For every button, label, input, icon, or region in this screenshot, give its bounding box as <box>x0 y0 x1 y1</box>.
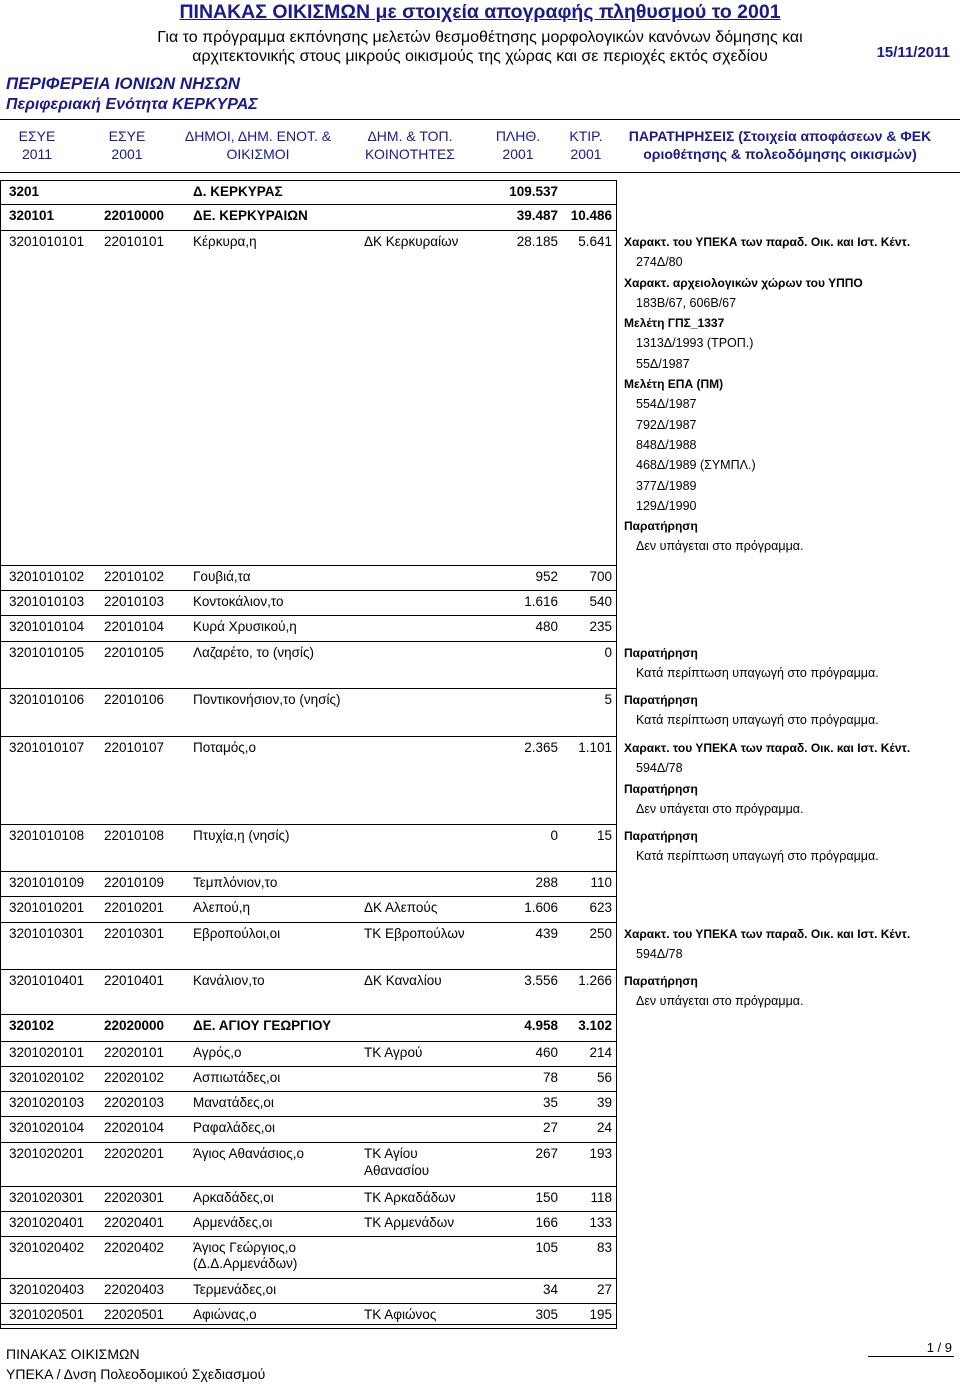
cell-community: ΔΚ Αλεπούς <box>364 900 438 915</box>
row-separator <box>0 1211 617 1212</box>
region-name: ΠΕΡΙΦΕΡΕΙΑ ΙΟΝΙΩΝ ΝΗΣΩΝ <box>6 74 241 93</box>
cell-settlement-name: Ποταμός,ο <box>193 740 257 755</box>
cell-esye-2011: 3201020301 <box>9 1190 85 1205</box>
note-item: Κατά περίπτωση υπαγωγή στο πρόγραμμα. <box>636 849 879 864</box>
cell-esye-2001: 22020101 <box>104 1045 165 1060</box>
cell-buildings: 83 <box>596 1240 612 1255</box>
row-separator <box>0 1014 617 1015</box>
cell-esye-2001: 22010107 <box>104 740 165 755</box>
cell-esye-2011: 3201020501 <box>9 1307 85 1322</box>
cell-esye-2011: 3201010102 <box>9 569 85 584</box>
row-separator <box>0 230 617 231</box>
cell-buildings: 118 <box>590 1190 612 1205</box>
cell-esye-2001: 22020403 <box>104 1282 165 1297</box>
cell-esye-2011: 3201020104 <box>9 1120 85 1135</box>
row-separator <box>0 922 617 923</box>
cell-population: 1.616 <box>524 594 558 609</box>
cell-population: 439 <box>535 926 558 941</box>
page-title: ΠΙΝΑΚΑΣ ΟΙΚΙΣΜΩΝ με στοιχεία απογραφής πληθυσμού το 2001 <box>179 1 781 23</box>
cell-settlement-name: Γουβιά,τα <box>193 569 251 584</box>
subtitle-line-2: αρχιτεκτονικής στους μικρούς οικισμούς της χώρας και σε περιοχές εκτός σχεδίου <box>192 48 768 65</box>
row-separator <box>0 590 617 591</box>
cell-buildings: 193 <box>589 1146 612 1161</box>
cell-esye-2001: 22020401 <box>104 1215 165 1230</box>
cell-settlement-name: Τεμπλόνιον,το <box>193 875 278 890</box>
cell-settlement-name: Αλεπού,η <box>193 900 251 915</box>
col-buildings: ΚΤΙΡ. 2001 <box>569 128 603 162</box>
cell-esye-2001: 22010106 <box>104 692 165 707</box>
cell-notes <box>624 690 879 731</box>
row-separator <box>0 1278 617 1279</box>
note-item: 377Δ/1989 <box>636 478 697 493</box>
cell-buildings: 623 <box>589 900 612 915</box>
cell-buildings: 195 <box>589 1307 612 1322</box>
cell-settlement-name: Κανάλιον,το <box>193 973 265 988</box>
cell-population: 35 <box>542 1095 558 1110</box>
row-separator <box>0 1236 617 1237</box>
cell-population: 952 <box>535 569 558 584</box>
cell-community: ΤΚ Αρμενάδων <box>364 1215 455 1230</box>
cell-population: 34 <box>542 1282 558 1297</box>
cell-population: 150 <box>535 1190 558 1205</box>
cell-esye-2011: 3201020102 <box>9 1070 85 1085</box>
cell-buildings: 1.101 <box>578 740 612 755</box>
cell-settlement-name: Αρμενάδες,οι <box>193 1215 273 1230</box>
cell-esye-2011: 320101 <box>9 208 55 223</box>
cell-buildings: 1.266 <box>578 973 612 988</box>
cell-esye-2001: 22020102 <box>104 1070 165 1085</box>
row-separator <box>0 1186 617 1187</box>
cell-population: 3.556 <box>524 973 558 988</box>
row-separator <box>0 1066 617 1067</box>
document-date: 15/11/2011 <box>876 44 950 61</box>
cell-esye-2011: 3201010107 <box>9 740 85 755</box>
header-bottom-rule <box>0 172 960 173</box>
cell-esye-2011: 3201010201 <box>9 900 85 915</box>
cell-buildings: 133 <box>589 1215 612 1230</box>
row-separator <box>0 1091 617 1092</box>
note-heading: Παρατήρηση <box>624 974 698 988</box>
cell-esye-2001: 22010000 <box>104 208 165 223</box>
cell-buildings: 214 <box>589 1045 612 1060</box>
row-separator <box>0 565 617 566</box>
note-heading: Χαρακτ. του ΥΠΕΚΑ των παραδ. Οικ. και Ιστ. Κέντ. <box>624 235 911 249</box>
table-top-border <box>0 180 617 181</box>
cell-esye-2001: 22010105 <box>104 645 165 660</box>
row-separator <box>0 1324 617 1325</box>
cell-notes <box>624 643 879 684</box>
note-heading: Χαρακτ. αρχειολογικών χώρων του ΥΠΠΟ <box>624 275 863 290</box>
row-separator <box>0 871 617 872</box>
row-separator <box>0 1116 617 1117</box>
cell-esye-2001: 22010401 <box>104 973 165 988</box>
cell-settlement-name: Άγιος Γεώργιος,ο <box>193 1240 296 1255</box>
cell-community: ΤΚ Εβροπούλων <box>364 926 465 941</box>
cell-buildings: 235 <box>589 619 612 634</box>
cell-buildings: 5 <box>604 692 612 707</box>
cell-esye-2011: 3201020401 <box>9 1215 85 1230</box>
cell-buildings: 27 <box>596 1282 612 1297</box>
footer-table-name: ΠΙΝΑΚΑΣ ΟΙΚΙΣΜΩΝ <box>6 1346 140 1362</box>
cell-esye-2011: 3201010108 <box>9 828 85 843</box>
cell-notes <box>624 924 910 965</box>
footer-page-rule <box>868 1356 954 1357</box>
cell-settlement-name: ΔΕ. ΚΕΡΚΥΡΑΙΩΝ <box>193 208 308 223</box>
note-heading: Παρατήρηση <box>624 829 698 843</box>
cell-buildings: 250 <box>589 926 612 941</box>
cell-settlement-name: Κοντοκάλιον,το <box>193 594 284 609</box>
cell-buildings: 110 <box>590 875 612 890</box>
cell-population: 267 <box>535 1146 558 1161</box>
cell-community-extra: Αθανασίου <box>364 1163 430 1178</box>
cell-buildings: 56 <box>596 1070 612 1085</box>
cell-community: ΤΚ Αρκαδάδων <box>364 1190 456 1205</box>
cell-settlement-name: Αφιώνας,ο <box>193 1307 257 1322</box>
cell-population: 460 <box>535 1045 558 1060</box>
cell-settlement-name: Κέρκυρα,η <box>193 234 257 249</box>
cell-population: 105 <box>535 1240 558 1255</box>
cell-population: 0 <box>550 828 558 843</box>
cell-population: 4.958 <box>524 1018 558 1033</box>
note-item: 183Β/67, 606Β/67 <box>636 295 737 310</box>
cell-population: 166 <box>535 1215 558 1230</box>
cell-community: ΔΚ Καναλίου <box>364 973 442 988</box>
row-separator <box>0 1041 617 1042</box>
cell-esye-2011: 320102 <box>9 1018 55 1033</box>
cell-settlement-name: Εβροπούλοι,οι <box>193 926 281 941</box>
cell-population: 27 <box>542 1120 558 1135</box>
row-separator <box>0 1142 617 1143</box>
cell-esye-2011: 3201010103 <box>9 594 85 609</box>
row-separator <box>0 615 617 616</box>
cell-settlement-name: Αγρός,ο <box>193 1045 242 1060</box>
row-separator <box>0 969 617 970</box>
cell-esye-2001: 22020104 <box>104 1120 165 1135</box>
cell-buildings: 3.102 <box>578 1018 612 1033</box>
cell-esye-2011: 3201010109 <box>9 875 85 890</box>
col-population: ΠΛΗΘ. 2001 <box>495 128 541 162</box>
col-communities: ΔΗΜ. & ΤΟΠ. ΚΟΙΝΟΤΗΤΕΣ <box>365 128 455 162</box>
note-heading: Παρατήρηση <box>624 519 698 534</box>
cell-buildings: 39 <box>596 1095 612 1110</box>
col-notes: ΠΑΡΑΤΗΡΗΣΕΙΣ (Στοιχεία αποφάσεων & ΦΕΚ οριοθέτησης & πολεοδόμησης οικισμών) <box>628 128 932 162</box>
cell-population: 28.185 <box>516 234 558 249</box>
cell-community: ΤΚ Αγίου <box>364 1146 418 1161</box>
note-item: 594Δ/78 <box>636 947 683 962</box>
cell-esye-2011: 3201010401 <box>9 973 85 988</box>
note-heading: Χαρακτ. του ΥΠΕΚΑ των παραδ. Οικ. και Ιστ. Κέντ. <box>624 741 911 755</box>
row-separator <box>0 1303 617 1304</box>
cell-esye-2001: 22020301 <box>104 1190 165 1205</box>
cell-esye-2011: 3201010301 <box>9 926 85 941</box>
cell-settlement-name: Ποντικονήσιον,το (νησίς) <box>193 692 341 707</box>
cell-settlement-name: Πτυχία,η (νησίς) <box>193 828 290 843</box>
note-heading: Παρατήρηση <box>624 646 698 660</box>
cell-buildings: 5.641 <box>578 234 612 249</box>
cell-esye-2001: 22020402 <box>104 1240 165 1255</box>
cell-population: 109.537 <box>509 184 558 199</box>
table-column-divider <box>616 180 617 1328</box>
header-top-rule <box>0 119 960 120</box>
row-separator <box>0 204 617 205</box>
cell-population: 78 <box>542 1070 558 1085</box>
note-item: 129Δ/1990 <box>636 498 697 513</box>
cell-esye-2011: 3201010105 <box>9 645 85 660</box>
cell-esye-2011: 3201020101 <box>9 1045 85 1060</box>
cell-esye-2001: 22020501 <box>104 1307 165 1322</box>
cell-esye-2001: 22020201 <box>104 1146 165 1161</box>
row-separator <box>0 688 617 689</box>
cell-population: 480 <box>535 619 558 634</box>
cell-buildings: 10.486 <box>570 208 612 223</box>
regional-unit-name: Περιφεριακή Ενότητα ΚΕΡΚΥΡΑΣ <box>6 96 258 113</box>
cell-population: 305 <box>535 1307 558 1322</box>
cell-settlement-name: Ασπιωτάδες,οι <box>193 1070 281 1085</box>
row-separator <box>0 736 617 737</box>
cell-settlement-name: Άγιος Αθανάσιος,ο <box>193 1146 305 1161</box>
cell-esye-2011: 3201020201 <box>9 1146 85 1161</box>
col-esye-2011: ΕΣΥΕ 2011 <box>18 128 56 162</box>
cell-esye-2011: 3201010104 <box>9 619 85 634</box>
cell-population: 39.487 <box>516 208 558 223</box>
note-item: 594Δ/78 <box>636 761 683 776</box>
note-item: 848Δ/1988 <box>636 437 697 452</box>
page-number: 1 / 9 <box>926 1340 952 1355</box>
cell-esye-2011: 3201020402 <box>9 1240 85 1255</box>
note-item: 1313Δ/1993 (ΤΡΟΠ.) <box>636 336 754 351</box>
cell-settlement-name: Ραφαλάδες,οι <box>193 1120 276 1135</box>
cell-esye-2001: 22020000 <box>104 1018 165 1033</box>
cell-esye-2001: 22010201 <box>104 900 165 915</box>
note-heading: Παρατήρηση <box>624 781 698 796</box>
cell-esye-2001: 22010301 <box>104 926 165 941</box>
row-separator <box>0 824 617 825</box>
cell-population: 1.606 <box>524 900 558 915</box>
table-left-border <box>0 180 1 1328</box>
cell-esye-2001: 22010108 <box>104 828 165 843</box>
cell-notes <box>624 971 804 1012</box>
cell-settlement-name-extra: (Δ.Δ.Αρμενάδων) <box>193 1256 298 1271</box>
cell-community: ΤΚ Αγρού <box>364 1045 423 1060</box>
note-heading: Παρατήρηση <box>624 693 698 707</box>
note-item: 468Δ/1989 (ΣΥΜΠΛ.) <box>636 458 756 473</box>
cell-esye-2001: 22020103 <box>104 1095 165 1110</box>
note-heading: Μελέτη ΕΠΑ (ΠΜ) <box>624 377 724 392</box>
cell-buildings: 0 <box>604 645 612 660</box>
col-municipalities: ΔΗΜΟΙ, ΔΗΜ. ΕΝΟΤ. & ΟΙΚΙΣΜΟΙ <box>184 128 332 162</box>
cell-community: ΔΚ Κερκυραίων <box>364 234 459 249</box>
note-item: Δεν υπάγεται στο πρόγραμμα. <box>636 801 804 816</box>
row-separator <box>0 641 617 642</box>
cell-settlement-name: Λαζαρέτο, το (νησίς) <box>193 645 315 660</box>
cell-notes <box>624 826 879 867</box>
note-item: Δεν υπάγεται στο πρόγραμμα. <box>636 539 804 554</box>
cell-settlement-name: Τερμενάδες,οι <box>193 1282 277 1297</box>
cell-buildings: 700 <box>589 569 612 584</box>
note-item: 554Δ/1987 <box>636 397 697 412</box>
note-item: 274Δ/80 <box>636 255 683 270</box>
note-item: 792Δ/1987 <box>636 417 697 432</box>
cell-settlement-name: Δ. ΚΕΡΚΥΡΑΣ <box>193 184 283 199</box>
cell-esye-2001: 22010104 <box>104 619 165 634</box>
cell-notes <box>624 738 910 819</box>
cell-population: 2.365 <box>524 740 558 755</box>
cell-notes <box>624 232 910 557</box>
cell-esye-2011: 3201010106 <box>9 692 85 707</box>
cell-buildings: 540 <box>589 594 612 609</box>
cell-settlement-name: Κυρά Χρυσικού,η <box>193 619 297 634</box>
cell-settlement-name: ΔΕ. ΑΓΙΟΥ ΓΕΩΡΓΙΟΥ <box>193 1018 332 1033</box>
col-esye-2001: ΕΣΥΕ 2001 <box>108 128 146 162</box>
cell-esye-2001: 22010109 <box>104 875 165 890</box>
cell-esye-2001: 22010103 <box>104 594 165 609</box>
note-item: Κατά περίπτωση υπαγωγή στο πρόγραμμα. <box>636 666 879 681</box>
note-item: Κατά περίπτωση υπαγωγή στο πρόγραμμα. <box>636 713 879 728</box>
footer-department: ΥΠΕΚΑ / Δνση Πολεοδομικού Σχεδιασμού <box>6 1366 266 1382</box>
cell-esye-2011: 3201020103 <box>9 1095 85 1110</box>
note-heading: Χαρακτ. του ΥΠΕΚΑ των παραδ. Οικ. και Ιστ. Κέντ. <box>624 927 911 941</box>
subtitle-line-1: Για το πρόγραμμα εκπόνησης μελετών θεσμοθέτησης μορφολογικών κανόνων δόμησης και <box>157 29 803 46</box>
cell-esye-2001: 22010101 <box>104 234 165 249</box>
cell-esye-2011: 3201 <box>9 184 40 199</box>
cell-settlement-name: Μανατάδες,οι <box>193 1095 274 1110</box>
cell-community: ΤΚ Αφιώνος <box>364 1307 437 1322</box>
note-heading: Μελέτη ΓΠΣ_1337 <box>624 316 725 331</box>
row-separator <box>0 896 617 897</box>
note-item: Δεν υπάγεται στο πρόγραμμα. <box>636 994 804 1009</box>
cell-buildings: 15 <box>596 828 612 843</box>
table-bottom-border <box>0 1328 617 1329</box>
cell-esye-2011: 3201010101 <box>9 234 85 249</box>
cell-esye-2011: 3201020403 <box>9 1282 85 1297</box>
note-item: 55Δ/1987 <box>636 356 690 371</box>
cell-settlement-name: Αρκαδάδες,οι <box>193 1190 274 1205</box>
cell-buildings: 24 <box>596 1120 612 1135</box>
cell-esye-2001: 22010102 <box>104 569 165 584</box>
cell-population: 288 <box>535 875 558 890</box>
